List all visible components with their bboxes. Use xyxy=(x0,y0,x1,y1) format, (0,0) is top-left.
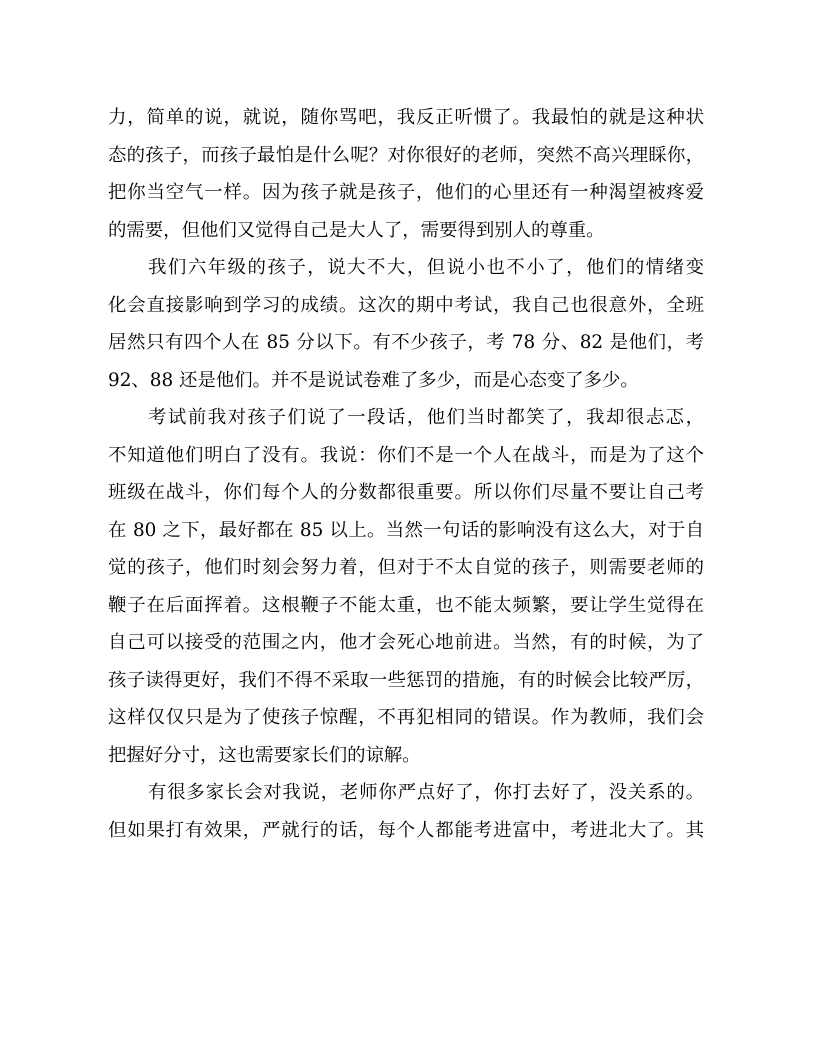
text-line: 觉的孩子，他们时刻会努力着，但对于不太自觉的孩子，则需要老师的 xyxy=(108,557,704,578)
text-line: 92、88 还是他们。并不是说试卷难了多少，而是心态变了多少。 xyxy=(108,369,639,391)
text-line: 力，简单的说，就说，随你骂吧，我反正听惯了。我最怕的就是这种状 xyxy=(108,107,704,128)
text-line: 孩子读得更好，我们不得不采取一些惩罚的措施，有的时候会比较严厉， xyxy=(108,669,704,691)
text-line: 居然只有四个人在 85 分以下。有不少孩子，考 78 分、82 是他们，考 xyxy=(108,332,704,353)
text-line: 态的孩子，而孩子最怕是什么呢？对你很好的老师，突然不高兴理睬你， xyxy=(108,144,704,166)
text-line: 鞭子在后面挥着。这根鞭子不能太重，也不能太频繁，要让学生觉得在 xyxy=(108,594,704,616)
text-line: 有很多家长会对我说，老师你严点好了，你打去好了，没关系的。 xyxy=(148,782,704,803)
text-line: 但如果打有效果，严就行的话，每个人都能考进富中，考进北大了。其 xyxy=(108,819,704,841)
text-line: 在 80 之下，最好都在 85 以上。当然一句话的影响没有这么大，对于自 xyxy=(108,519,704,541)
text-line: 考试前我对孩子们说了一段话，他们当时都笑了，我却很忐忑， xyxy=(148,407,704,428)
text-line: 自己可以接受的范围之内，他才会死心地前进。当然，有的时候，为了 xyxy=(108,632,704,653)
text-line: 的需要，但他们又觉得自己是大人了，需要得到别人的尊重。 xyxy=(108,219,605,241)
text-line: 我们六年级的孩子，说大不大，但说小也不小了，他们的情绪变 xyxy=(148,257,704,278)
text-line: 把握好分寸，这也需要家长们的谅解。 xyxy=(108,744,421,766)
document-body xyxy=(108,99,704,849)
paragraph xyxy=(108,774,704,849)
paragraph xyxy=(108,249,704,399)
paragraph xyxy=(108,399,704,774)
text-line: 不知道他们明白了没有。我说：你们不是一个人在战斗，而是为了这个 xyxy=(108,444,704,466)
paragraph xyxy=(108,99,704,249)
text-line: 班级在战斗，你们每个人的分数都很重要。所以你们尽量不要让自己考 xyxy=(108,482,704,503)
text-line: 把你当空气一样。因为孩子就是孩子，他们的心里还有一种渴望被疼爱 xyxy=(108,182,704,203)
text-line: 这样仅仅只是为了使孩子惊醒，不再犯相同的错误。作为教师，我们会 xyxy=(108,707,704,728)
text-line: 化会直接影响到学习的成绩。这次的期中考试，我自己也很意外，全班 xyxy=(108,294,704,316)
